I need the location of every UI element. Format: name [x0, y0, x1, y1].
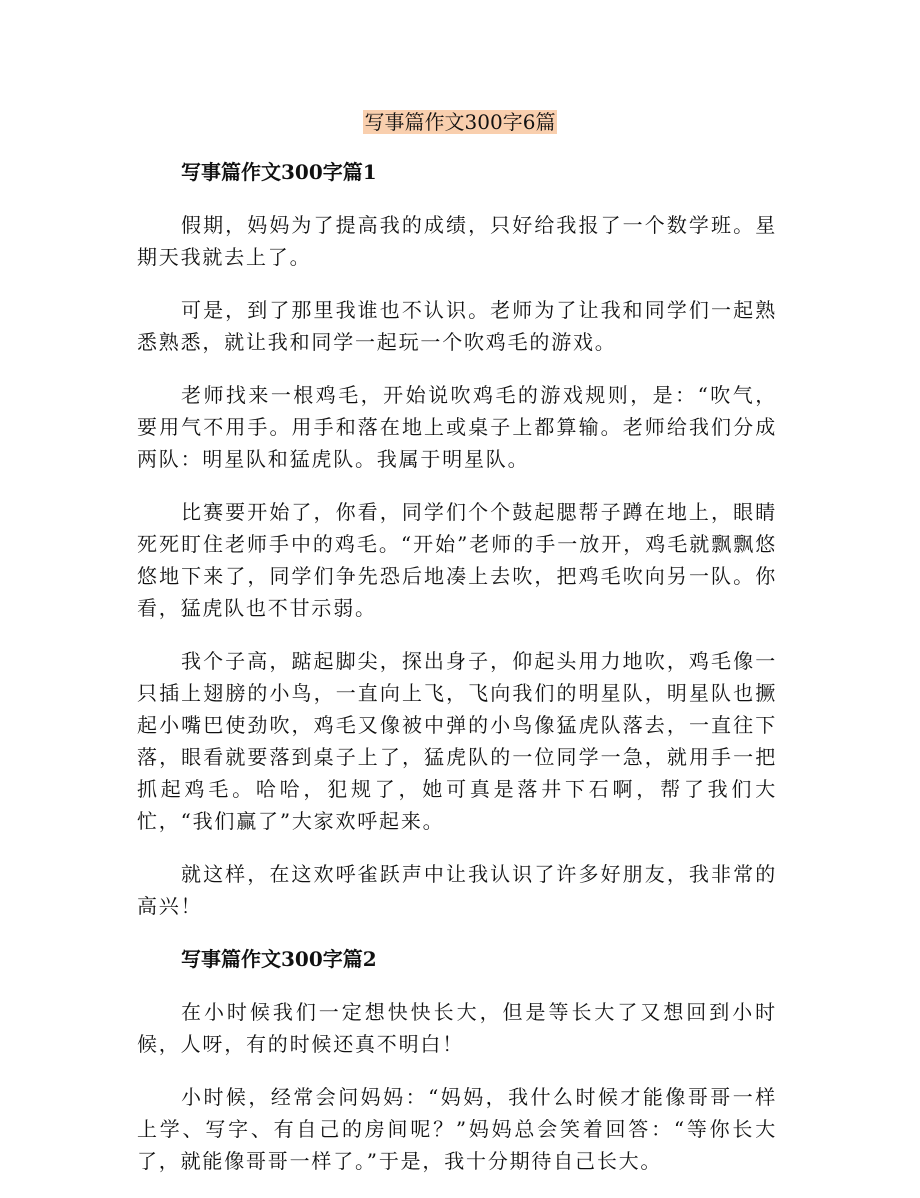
paragraph: 小时候，经常会问妈妈：“妈妈，我什么时候才能像哥哥一样上学、写字、有自己的房间呢？”妈妈总会笑着回答：“等你长大了，就能像哥哥一样了。”于是，我十分期待自己长大。: [137, 1085, 777, 1173]
document-body: [137, 158, 777, 1198]
paragraph: 老师找来一根鸡毛，开始说吹鸡毛的游戏规则，是：“吹气，要用气不用手。用手和落在地上或桌子上都算输。老师给我们分成两队：明星队和猛虎队。我属于明星队。: [137, 383, 777, 471]
paragraph: 假期，妈妈为了提高我的成绩，只好给我报了一个数学班。星期天我就去上了。: [137, 213, 777, 269]
section-heading: 写事篇作文300字篇1: [181, 160, 377, 184]
paragraph: 就这样，在这欢呼雀跃声中让我认识了许多好朋友，我非常的高兴！: [137, 862, 777, 918]
paragraph: 比赛要开始了，你看，同学们个个鼓起腮帮子蹲在地上，眼睛死死盯住老师手中的鸡毛。“开始”老师的手一放开，鸡毛就飘飘悠悠地下来了，同学们争先恐后地凑上去吹，把鸡毛吹向另一队。你看，猛虎队也不甘示弱。: [137, 500, 777, 620]
document-title: [0, 108, 920, 136]
section-heading: 写事篇作文300字篇2: [181, 947, 377, 971]
section: [137, 945, 777, 1177]
paragraph: 在小时候我们一定想快快长大，但是等长大了又想回到小时候，人呀，有的时候还真不明白！: [137, 1000, 777, 1056]
paragraph: 我个子高，踮起脚尖，探出身子，仰起头用力地吹，鸡毛像一只插上翅膀的小鸟，一直向上飞，飞向我们的明星队，明星队也撅起小嘴巴使劲吹，鸡毛又像被中弹的小鸟像猛虎队落去，一直往下落，眼看就要落到桌子上了，猛虎队的一位同学一急，就用手一把抓起鸡毛。哈哈，犯规了，她可真是落井下石啊，帮了我们大忙，“我们赢了”大家欢呼起来。: [137, 649, 777, 833]
section: [137, 158, 777, 922]
document-title-text: 写事篇作文300字6篇: [364, 110, 556, 134]
paragraph: 可是，到了那里我谁也不认识。老师为了让我和同学们一起熟悉熟悉，就让我和同学一起玩一个吹鸡毛的游戏。: [137, 298, 777, 354]
